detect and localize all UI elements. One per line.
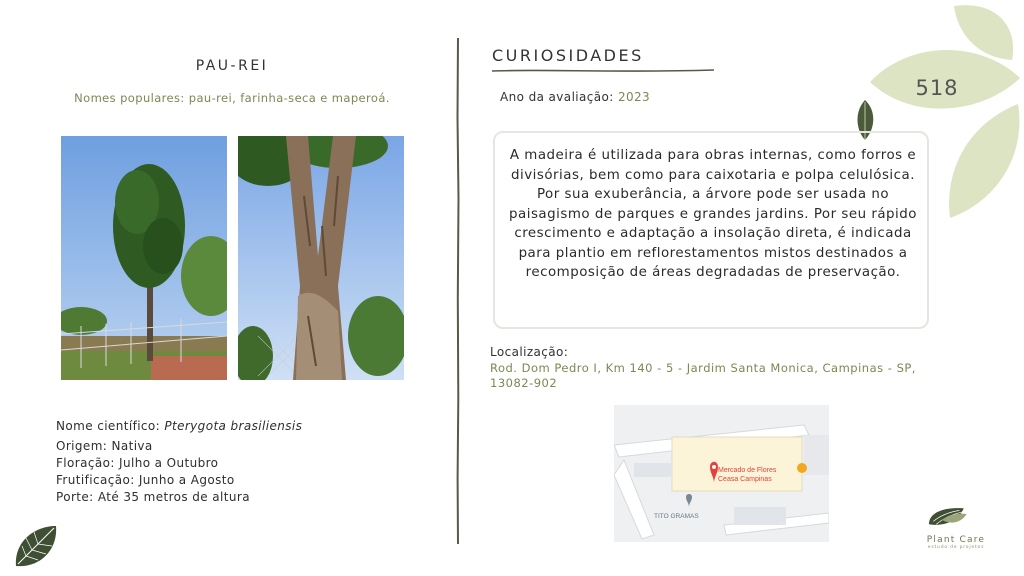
- location-label: Localização:: [490, 345, 569, 359]
- leaf-icon-bottom-left: [12, 522, 60, 570]
- plant-title: PAU-REI: [195, 58, 269, 74]
- flowering-period: Floração: Julho a Outubro: [56, 456, 219, 470]
- scientific-name-label: Nome científico:: [56, 419, 161, 433]
- tree-size: Porte: Até 35 metros de altura: [56, 490, 250, 504]
- fruiting-period: Frutificação: Junho a Agosto: [56, 473, 235, 487]
- location-map[interactable]: [614, 405, 829, 542]
- popular-names: [0, 91, 464, 105]
- map-secondary-place: TITO GRAMAS: [654, 513, 699, 520]
- plant-care-logo: [926, 502, 984, 532]
- popular-names-value: pau-rei, farinha-seca e maperoá.: [188, 91, 390, 105]
- scientific-name: [56, 418, 302, 435]
- tree-photo-full: [61, 136, 227, 380]
- brand-name: Plant Care: [926, 535, 986, 545]
- column-divider: [455, 38, 461, 544]
- scientific-name-value: Pterygota brasiliensis: [164, 419, 303, 433]
- tree-photo-trunk: [238, 136, 404, 380]
- popular-names-label: Nomes populares:: [74, 91, 185, 105]
- map-place-line1: Mercado de Flores: [718, 467, 777, 474]
- map-place-line2: Ceasa Campinas: [718, 476, 772, 483]
- location-address: Rod. Dom Pedro I, Km 140 - 5 - Jardim Santa Monica, Campinas - SP, 13082-902: [490, 361, 916, 390]
- evaluation-year: [500, 90, 650, 104]
- page-number-badge: 518: [915, 76, 959, 100]
- plant-details: [56, 418, 302, 506]
- curiosities-underline: [492, 68, 714, 74]
- evaluation-year-label: Ano da avaliação:: [500, 90, 614, 104]
- brand-tagline: estudo de projetos: [927, 545, 985, 550]
- origin: Origem: Nativa: [56, 439, 153, 453]
- curiosities-text: A madeira é utilizada para obras internas, como forros e divisórias, bem como para caixotaria e polpa celulósica. Por sua exuberância, a árvore pode ser usada no paisagismo de parques e grandes jardins. Por seu rápido crescimento e adaptação a insolação direta, é indicada para plantio em reflorestamentos mistos destinados a recomposição de áreas degradadas de preservação.: [509, 148, 917, 280]
- evaluation-year-value: 2023: [617, 90, 651, 104]
- curiosities-title: CURIOSIDADES: [492, 46, 644, 65]
